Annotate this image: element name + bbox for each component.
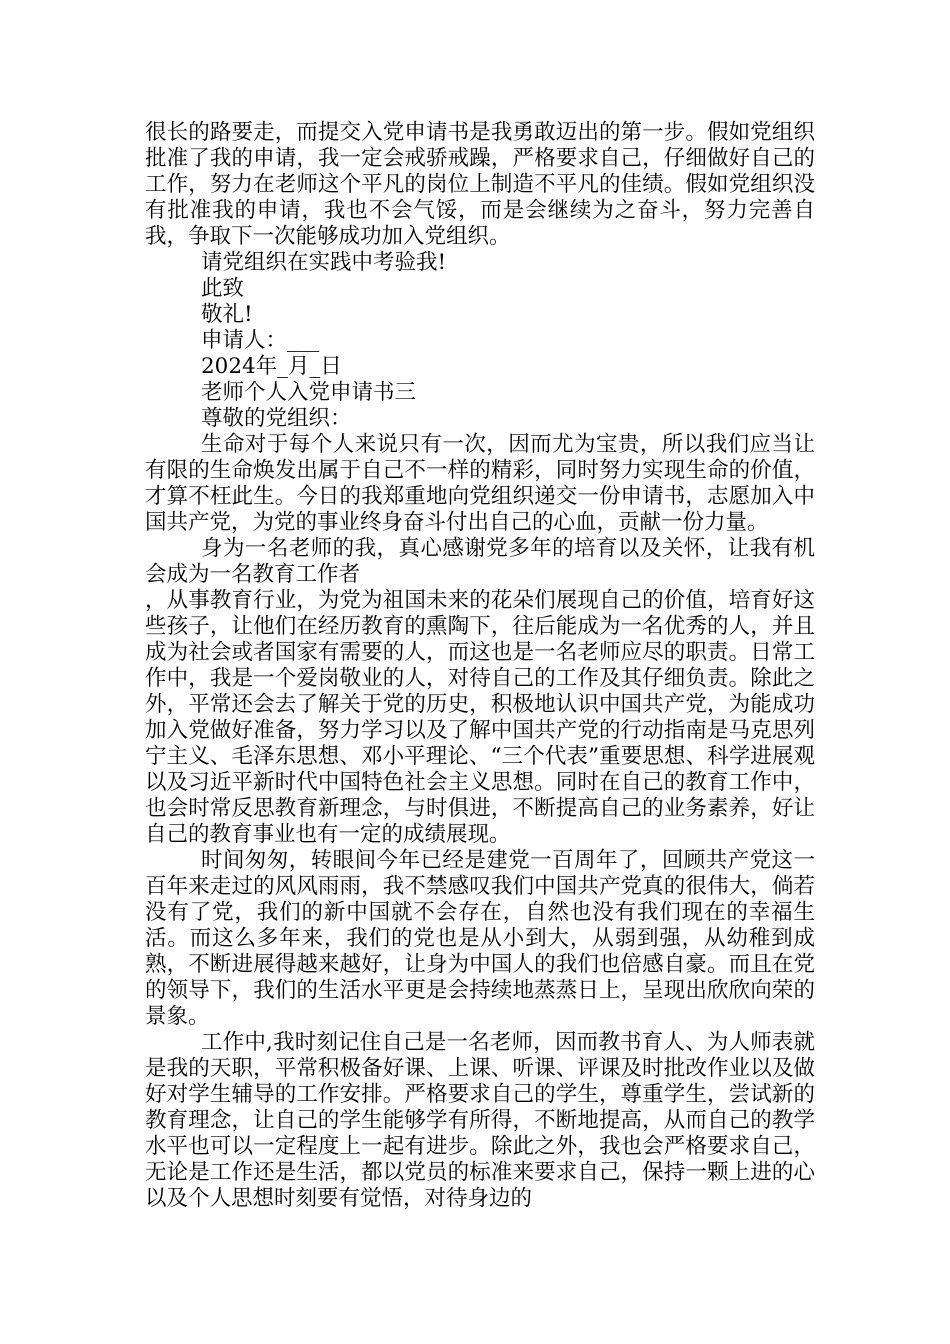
salutation: 尊敬的党组织：: [201, 406, 352, 431]
paragraph-life-value: 生命对于每个人来说只有一次，因而尤为宝贵，所以我们应当让有限的生命焕发出属于自己不一样的精彩，同时努力实现生命的价值，才算不枉此生。今日的我郑重地向党组织递交一份申请书，志愿加入中国共产党，为党的事业终身奋斗付出自己的心血，贡献一份力量。: [145, 432, 815, 535]
line-date: 2024年_月_日: [201, 354, 342, 379]
paragraph-closing-commitment: 很长的路要走，而提交入党申请书是我勇敢迈出的第一步。假如党组织批准了我的申请，我一定会戒骄戒躁，严格要求自己，仔细做好自己的工作，努力在老师这个平凡的岗位上制造不平凡的佳绩。假如党组织没有批准我的申请，我也不会气馁，而是会继续为之奋斗，努力完善自我，争取下一次能够成功加入党组织。: [145, 120, 815, 249]
section-title: 老师个人入党申请书三: [201, 380, 417, 405]
paragraph-work-attitude: 工作中,我时刻记住自己是一名老师，因而教书育人、为人师表就是我的天职，平常积极备好课、上课、听课、评课及时批改作业以及做好对学生辅导的工作安排。严格要求自己的学生，尊重学生，尝试新的教育理念，让自己的学生能够学有所得，不断地提高，从而自己的教学水平也可以一定程度上一起有进步。除此之外，我也会严格要求自己，无论是工作还是生活，都以党员的标准来要求自己，保持一颗上进的心以及个人思想时刻要有觉悟，对待身边的: [145, 1030, 815, 1211]
line-applicant: 申请人：___: [201, 328, 320, 353]
line-cizhi: 此致: [201, 276, 245, 301]
paragraph-teacher-intro: 身为一名老师的我，真心感谢党多年的培育以及关怀，让我有机会成为一名教育工作者: [145, 536, 815, 587]
line-jingli: 敬礼!: [201, 302, 253, 327]
document-page: [145, 120, 815, 1212]
line-request-test: 请党组织在实践中考验我!: [201, 250, 447, 275]
paragraph-teacher-duty: ，从事教育行业，为党为祖国未来的花朵们展现自己的价值，培育好这些孩子，让他们在经历教育的熏陶下，往后能成为一名优秀的人，并且成为社会或者国家有需要的人，而这也是一名老师应尽的职责。日常工作中，我是一个爱岗敬业的人，对待自己的工作及其仔细负责。除此之外，平常还会去了解关于党的历史，积极地认识中国共产党，为能成功加入党做好准备，努力学习以及了解中国共产党的行动指南是马克思列宁主义、毛泽东思想、邓小平理论、“三个代表”重要思想、科学进展观以及习近平新时代中国特色社会主义思想。同时在自己的教育工作中，也会时常反思教育新理念，与时俱进，不断提高自己的业务素养，好让自己的教育事业也有一定的成绩展现。: [145, 588, 815, 847]
paragraph-party-centenary: 时间匆匆，转眼间今年已经是建党一百周年了，回顾共产党这一百年来走过的风风雨雨，我不禁感叹我们中国共产党真的很伟大，倘若没有了党，我们的新中国就不会存在，自然也没有我们现在的幸福生活。而这么多年来，我们的党也是从小到大，从弱到强，从幼稚到成熟，不断进展得越来越好，让身为中国人的我们也倍感自豪。而且在党的领导下，我们的生活水平更是会持续地蒸蒸日上，呈现出欣欣向荣的景象。: [145, 848, 815, 1029]
